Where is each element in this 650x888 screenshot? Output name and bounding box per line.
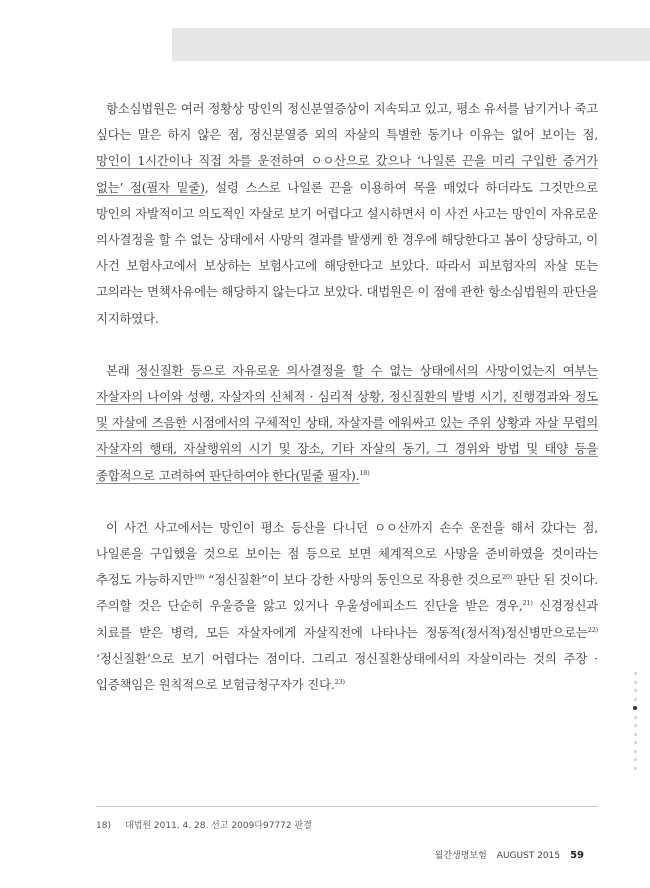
- text-run: 신경정신과 치료를 받은 병력, 모든 자살자에게 자살직전에 나타나는 정동적(정서적)정신병만으로는: [96, 598, 598, 640]
- footnote-ref: 22): [587, 625, 598, 634]
- underlined-text: 정신질환 등으로 자유로운 의사결정을 할 수 없는 상태에서의 사망이었는지 여부는 자살자의 나이와 성행, 자살자의 신체적 · 심리적 상황, 정신질환의 발병 시기, 진행경과와 정도 및 자살에 즈음한 시점에서의 구체적인 상태, 자살자를 에워싸고 있는 주위 상황과 자살 무렵의 자살자의 행태, 자살행위의 시기 및 장소, 기타 자살의 동기, 그 경위와 방법 및 태양 등을 종합적으로 고려하여 판단하여야 한다(밑줄 필자).: [96, 362, 598, 483]
- page-number: 59: [570, 850, 584, 861]
- progress-dot: [634, 767, 637, 770]
- progress-dot: [634, 733, 637, 736]
- progress-dot: [634, 681, 637, 684]
- progress-dot: [634, 672, 637, 675]
- header-bar: [172, 28, 650, 61]
- text-run: 항소심법원은 여러 정황상 망인의 정신분열증상이 지속되고 있고, 평소 유서를 남기거나 죽고 싶다는 말은 하지 않은 점, 정신분열증 외의 자살의 특별한 동기나 이유는 없어 보이는 점,: [96, 101, 598, 143]
- progress-dot: [634, 724, 637, 727]
- text-run: 이 사건 사고에서는 망인이 평소 등산을 다니던 ㅇㅇ산까지 손수 운전을 해서 갔다는 점, 나일론을 구입했을 것으로 보이는 점 등으로 보면 체계적으로 사망을 준비하였을 것이라는 추정도 가능하지만: [96, 519, 598, 588]
- footnote-ref: 20): [502, 573, 513, 582]
- footnote: [96, 818, 312, 831]
- page-progress-dots: [632, 672, 638, 775]
- paragraph: [96, 96, 598, 332]
- footnote-ref: 21): [522, 599, 533, 608]
- progress-dot: [634, 689, 637, 692]
- footnote-number: 18): [96, 821, 111, 831]
- text-run: 판단 된 것이다. 주의할 것은 단순히 우울증을 앓고 있거나 우울성에피소드 진단을 받은 경우,: [96, 572, 598, 614]
- text-run: , 설령 스스로 나일론 끈을 이용하여 목을 매었다 하더라도 그것만으로 망인의 자발적이고 의도적인 자살로 보기 어렵다고 설시하면서 이 사건 사고는 망인이 자유로운 의사결정을 할 수 없는 상태에서 사망의 결과를 발생케 한 경우에 해당한다고 봄이 상당하고, 이 사건 보험사고에서 보상하는 보험사고에 해당한다고 보았다. 따라서 피보험자의 자살 또는 고의라는 면책사유에는 해당하지 않는다고 보았다. 대법원은 이 점에 관한 항소심법원의 판단을 지지하였다.: [96, 179, 598, 326]
- progress-dot: [633, 706, 637, 710]
- text-run: “정신질환”이 보다 강한 사망의 동인으로 작용한 것으로: [204, 572, 502, 588]
- footnote-ref: 18): [359, 468, 370, 477]
- paragraph: [96, 358, 598, 489]
- article-body: [96, 96, 598, 698]
- footnote-ref: 19): [193, 573, 205, 582]
- issue-label: AUGUST 2015: [496, 851, 561, 861]
- progress-dot: [634, 741, 637, 744]
- progress-dot: [634, 716, 637, 719]
- page-footer: [435, 848, 584, 861]
- footnote-text: 대법원 2011. 4. 28. 선고 2009다97772 판결: [124, 821, 312, 831]
- publication-name: 월간생명보험: [434, 851, 487, 861]
- progress-dot: [634, 750, 637, 753]
- progress-dot: [634, 698, 637, 701]
- footnote-ref: 23): [334, 678, 345, 687]
- text-run: ‘정신질환’으로 보기 어렵다는 점이다. 그리고 정신질환상태에서의 자살이라는 것의 주장 · 입증책임은 원칙적으로 보험금청구자가 진다.: [96, 650, 598, 693]
- paragraph: [96, 515, 598, 698]
- underlined-text: 망인이 1시간이나 직접 차를 운전하여 ㅇㅇ산으로 갔으나 ‘나일론 끈을 미리 구입한 증거가 없는’ 점(필자 밑줄): [96, 153, 598, 195]
- footnote-divider: [96, 806, 598, 807]
- progress-dot: [634, 758, 637, 761]
- text-run: 본래: [106, 362, 137, 378]
